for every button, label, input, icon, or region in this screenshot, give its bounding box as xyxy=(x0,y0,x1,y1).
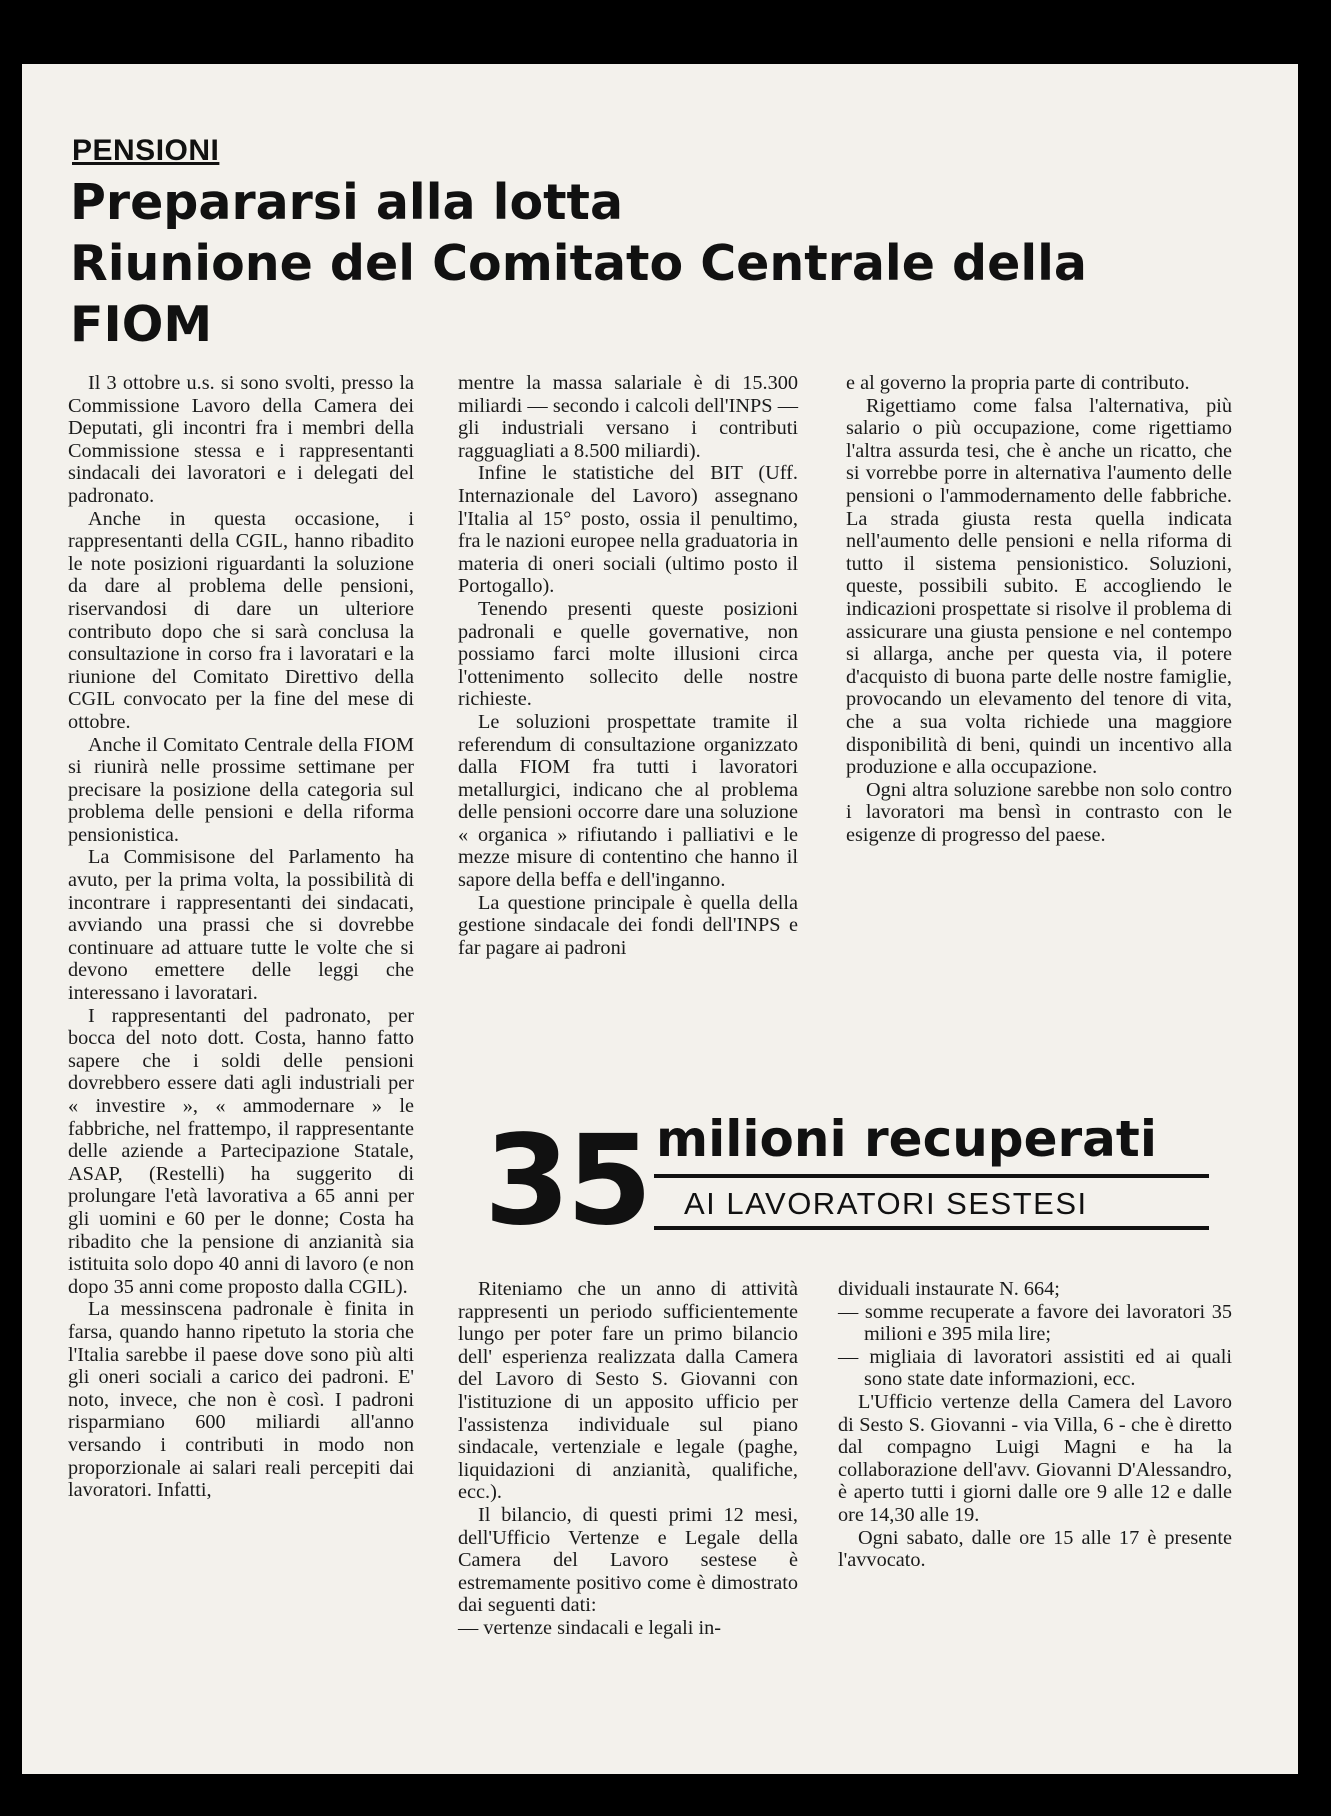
paragraph: Ogni sabato, dalle ore 15 alle 17 è presente l'avvocato. xyxy=(838,1526,1232,1572)
paragraph: e al governo la propria parte di contributo. xyxy=(846,372,1190,394)
headline-line: Riunione del Comitato Centrale della xyxy=(70,235,1087,292)
paragraph: L'Ufficio vertenze della Camera del Lavoro di Sesto S. Giovanni - via Villa, 6 - che è diretto dal compagno Luigi Magni e ha la collaborazione dell'avv. Giovanni D'Alessandro, è aperto tutti i giorni dalle ore 9 alle 12 e dalle ore 14,30 alle 19. xyxy=(838,1390,1232,1526)
list-item: — migliaia di lavoratori assistiti ed ai quali sono state date informazioni, ecc. xyxy=(838,1345,1232,1391)
paragraph: Riteniamo che un anno di attività rappresenti un periodo sufficientemente lungo per poter fare un primo bilancio dell' esperienza realizzata dalla Camera del Lavoro di Sesto S. Giovanni con l'istituzione di un apposito ufficio per l'assistenza individuale sul piano sindacale, vertenziale e legale (paghe, liquidazioni di anzianità, qualifiche, ecc.). xyxy=(458,1278,798,1504)
headline-line: Prepararsi alla lotta xyxy=(70,174,624,231)
paragraph: La questione principale è quella della gestione sindacale dei fondi dell'INPS e far pagare ai padroni xyxy=(458,891,798,959)
section-kicker: PENSIONI xyxy=(72,134,220,167)
paragraph: Ogni altra soluzione sarebbe non solo contro i lavoratori ma bensì in contrasto con le esigenze di progresso del paese. xyxy=(846,778,1232,846)
paragraph: Anche in questa occasione, i rappresentanti della CGIL, hanno ribadito le note posizioni riguardanti la soluzione da dare al problema delle pensioni, riservandosi di dare un ulteriore contributo dopo che si sarà conclusa la consultazione in corso fra i lavoratari e la riunione del Comitato Direttivo della CGIL convocato per la fine del mese di ottobre. xyxy=(68,507,414,733)
box-title: milioni recuperati xyxy=(656,1110,1157,1168)
newspaper-page xyxy=(22,64,1298,1774)
box-rule-bottom xyxy=(654,1226,1209,1230)
article-column-3 xyxy=(846,372,1232,846)
box-column-1 xyxy=(458,1278,798,1640)
headline-line: FIOM xyxy=(70,296,213,353)
article-headline xyxy=(70,172,1250,355)
article-column-2 xyxy=(458,372,798,959)
box-rule-top xyxy=(654,1174,1209,1178)
paragraph: dividuali instaurate N. 664; xyxy=(838,1278,1060,1300)
paragraph: I rappresentanti del padronato, per bocca del noto dott. Costa, hanno fatto sapere che i soldi delle pensioni dovrebbero essere dati agli industriali per « investire », « ammodernare » le fabbriche, nel frattempo, il rappresentante delle aziende a Partecipazione Statale, ASAP, (Restelli) ha suggerito di prolungare l'età lavorativa a 65 anni per gli uomini e 60 per le donne; Costa ha ribadito che la pensione di anzianità sia istituita solo dopo 40 anni di lavoro (e non dopo 35 anni come proposto dalla CGIL). xyxy=(68,1004,414,1298)
paragraph: Infine le statistiche del BIT (Uff. Internazionale del Lavoro) assegnano l'Italia al 15° posto, ossia il penultimo, fra le nazioni europee nella graduatoria in materia di oneri sociali (ultimo posto il Portogallo). xyxy=(458,462,798,598)
paragraph: Tenendo presenti queste posizioni padronali e quelle governative, non possiamo farci molte illusioni circa l'ottenimento sollecito delle nostre richieste. xyxy=(458,597,798,711)
paragraph: — vertenze sindacali e legali in- xyxy=(458,1616,721,1639)
box-big-number: 35 xyxy=(484,1109,649,1253)
paragraph: La Commisisone del Parlamento ha avuto, per la prima volta, la possibilità di incontrare i rappresentanti dei sindacati, avviando una prassi che si dovrebbe continuare ad attuare tutte le volte che si devono emettere delle leggi che interessano i lavoratari. xyxy=(68,846,414,1005)
paragraph: Le soluzioni prospettate tramite il referendum di consultazione organizzato dalla FIOM fra tutti i lavoratori metallurgici, indicano che al problema delle pensioni occorre dare una soluzione « organica » rifiutando i palliativi e le mezze misure di contentino che hanno il sapore della beffa e dell'inganno. xyxy=(458,710,798,892)
paragraph: Rigettiamo come falsa l'alternativa, più salario o più occupazione, come rigettiamo l'altra assurda tesi, che è anche un ricatto, che si vorrebbe porre in alternativa l'aumento delle pensioni o l'ammodernamento delle fabbriche. La strada giusta resta quella indicata nell'aumento delle pensioni e nella riforma di tutto il sistema pensionistico. Soluzioni, queste, possibili subito. E accogliendo le indicazioni prospettate si risolve il problema di assicurare una giusta pensione e nel contempo si allarga, anche per questa via, il potere d'acquisto di buona parte delle nostre famiglie, provocando un elevamento del tenore di vita, che a sua volta richiede una maggiore disponibilità di beni, quindi un incentivo alla produzione e alla occupazione. xyxy=(846,394,1232,779)
paragraph: mentre la massa salariale è di 15.300 miliardi — secondo i calcoli dell'INPS — gli industriali versano i contributi ragguagliati a 8.500 miliardi). xyxy=(458,372,798,462)
article-column-1 xyxy=(68,372,414,1502)
paragraph: Anche il Comitato Centrale della FIOM si riunirà nelle prossime settimane per precisare la posizione della categoria sul problema delle pensioni e della riforma pensionistica. xyxy=(68,733,414,846)
box-column-2 xyxy=(838,1278,1232,1572)
box-subtitle: AI LAVORATORI SESTESI xyxy=(684,1186,1088,1221)
paragraph: Il 3 ottobre u.s. si sono svolti, presso la Commissione Lavoro della Camera dei Deputati, gli incontri fra i membri della Commissione stessa e i rappresentanti sindacali dei lavoratori e i delegati del padronato. xyxy=(68,372,414,507)
paragraph: La messinscena padronale è finita in farsa, quando hanno ripetuto la storia che l'Italia sarebbe il paese dove sono più alti gli oneri sociali a carico dei padroni. E' noto, invece, che non è così. I padroni risparmiano 600 miliardi all'anno versando i contributi in modo non proporzionale ai salari reali percepiti dai lavoratori. Infatti, xyxy=(68,1298,414,1502)
list-item: — somme recuperate a favore dei lavoratori 35 milioni e 395 mila lire; xyxy=(838,1300,1232,1346)
paragraph: Il bilancio, di questi primi 12 mesi, dell'Ufficio Vertenze e Legale della Camera del Lavoro sestese è estremamente positivo come è dimostrato dai seguenti dati: xyxy=(458,1503,798,1617)
